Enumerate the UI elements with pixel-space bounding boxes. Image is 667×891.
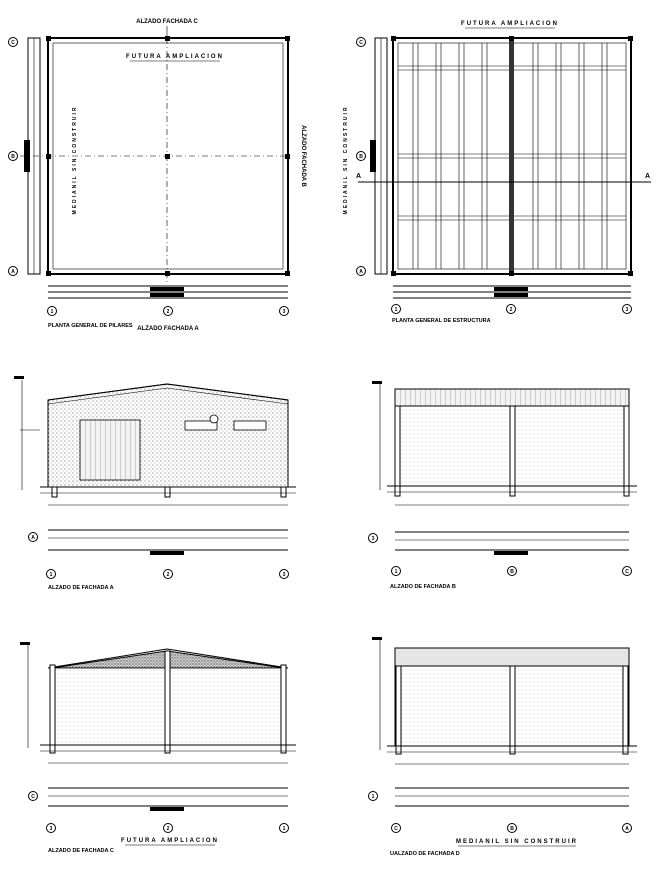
label-medianil: MEDIANIL SIN CONSTRUIR: [343, 105, 349, 215]
axis-col-2: 2: [166, 572, 170, 578]
axis-col-3: 3: [625, 307, 629, 313]
axis-row-c: C: [359, 40, 363, 46]
axis-col-1: 1: [50, 309, 54, 315]
view-title: PLANTA GENERAL DE PILARES: [48, 323, 133, 329]
view-alzado-a: [14, 376, 296, 591]
view-title: ALZADO DE FACHADA A: [48, 585, 114, 591]
axis-col-2: 2: [166, 826, 170, 832]
axis-col-3: A: [625, 826, 629, 832]
axis-row: C: [31, 794, 35, 800]
axis-col-3: C: [625, 569, 629, 575]
view-plan-estructura: [343, 21, 651, 324]
axis-row-a: A: [359, 269, 363, 275]
view-alzado-d: [369, 637, 638, 857]
axis-col-2: B: [510, 569, 514, 575]
view-title: PLANTA GENERAL DE ESTRUCTURA: [392, 318, 491, 324]
axis-row-c: C: [11, 40, 15, 46]
label-futura-ampliacion: FUTURA AMPLIACION: [126, 54, 224, 60]
window: [234, 421, 266, 430]
axis-col-3: 3: [282, 572, 286, 578]
axis-row: 3: [371, 536, 375, 542]
label-medianil: MEDIANIL SIN CONSTRUIR: [72, 105, 78, 215]
axis-col-1: 1: [49, 572, 53, 578]
label-medianil: MEDIANIL SIN CONSTRUIR: [456, 839, 578, 845]
axis-col-1: 3: [49, 826, 53, 832]
label-futura-ampliacion: FUTURA AMPLIACION: [121, 838, 219, 844]
view-alzado-c: [20, 642, 296, 854]
axis-col-2: 2: [166, 309, 170, 315]
axis-col-3: 1: [282, 826, 286, 832]
view-title: ALZADO DE FACHADA B: [390, 584, 456, 590]
view-alzado-b: [369, 381, 638, 590]
label-futura-ampliacion: FUTURA AMPLIACION: [461, 21, 559, 27]
label-alzado-c: ALZADO FACHADA C: [136, 19, 198, 25]
axis-row-b: B: [11, 154, 15, 160]
roof-band: [395, 648, 629, 666]
axis-col-2: 2: [509, 307, 513, 313]
axis-col-2: B: [510, 826, 514, 832]
axis-col-1: 1: [394, 307, 398, 313]
section-mark: A: [356, 173, 362, 180]
label-alzado-a: ALZADO FACHADA A: [137, 326, 199, 332]
axis-col-3: 3: [282, 309, 286, 315]
view-title: ALZADO DE FACHADA C: [48, 848, 114, 854]
door-sliding: [80, 420, 140, 480]
axis-row: 1: [371, 794, 375, 800]
label-alzado-b: ALZADO FACHADA B: [300, 125, 306, 187]
axis-col-1: C: [394, 826, 398, 832]
roof-band: [395, 389, 629, 406]
axis-col-1: 1: [394, 569, 398, 575]
section-mark: A: [645, 173, 651, 180]
axis-row-b: B: [359, 154, 363, 160]
view-title: UALZADO DE FACHADA D: [390, 851, 460, 857]
axis-row-a: A: [11, 269, 15, 275]
axis-row: A: [31, 535, 35, 541]
view-plan-pilares: [9, 19, 307, 332]
